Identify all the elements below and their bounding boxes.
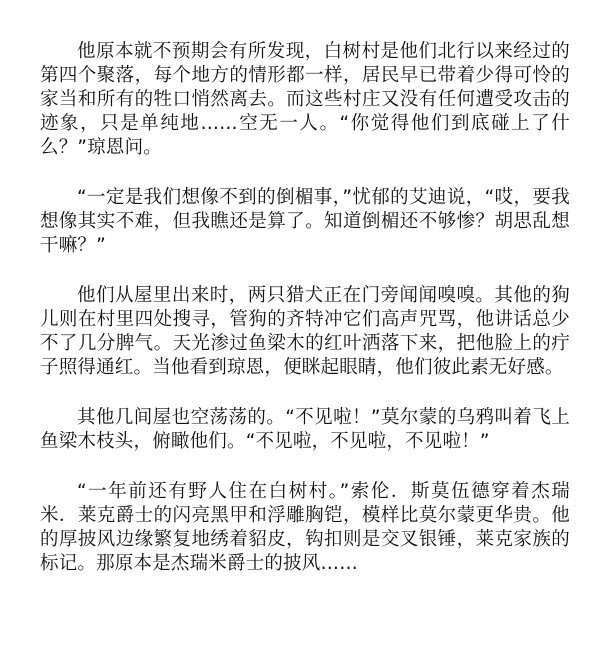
paragraph-1: 他原本就不预期会有所发现，白树村是他们北行以来经过的第四个聚落，每个地方的情形都一样，居民早已带着少得可怜的家当和所有的牲口悄然离去。而这些村庄又没有任何遭受攻击的迹象，只是单纯地……空无一人。“你觉得他们到底碰上了什么？”琼恩问。 — [40, 41, 570, 158]
paragraph-3: 他们从屋里出来时，两只猎犬正在门旁闻闻嗅嗅。其他的狗儿则在村里四处搜寻，管狗的齐特冲它们高声咒骂，他讲话总少不了几分脾气。天光渗过鱼梁木的红叶洒落下来，把他脸上的疔子照得通红。当他看到琼恩，便眯起眼睛，他们彼此素无好感。 — [40, 285, 570, 378]
document-page — [40, 40, 570, 576]
paragraph-2: “一定是我们想像不到的倒楣事，”忧郁的艾迪说，“哎，要我想像其实不难，但我瞧还是算了。知道倒楣还不够惨？胡思乱想干嘛？” — [40, 187, 570, 256]
paragraph-5: “一年前还有野人住在白树村。”索伦．斯莫伍德穿着杰瑞米．莱克爵士的闪亮黑甲和浮雕胸铠，模样比莫尔蒙更华贵。他的厚披风边缘繁复地绣着貂皮，钩扣则是交叉银锤，莱克家族的标记。那原本是杰瑞米爵士的披风…… — [40, 481, 570, 574]
paragraph-4: 其他几间屋也空荡荡的。“不见啦！”莫尔蒙的乌鸦叫着飞上鱼梁木枝头，俯瞰他们。“不见啦，不见啦，不见啦！” — [40, 407, 570, 452]
